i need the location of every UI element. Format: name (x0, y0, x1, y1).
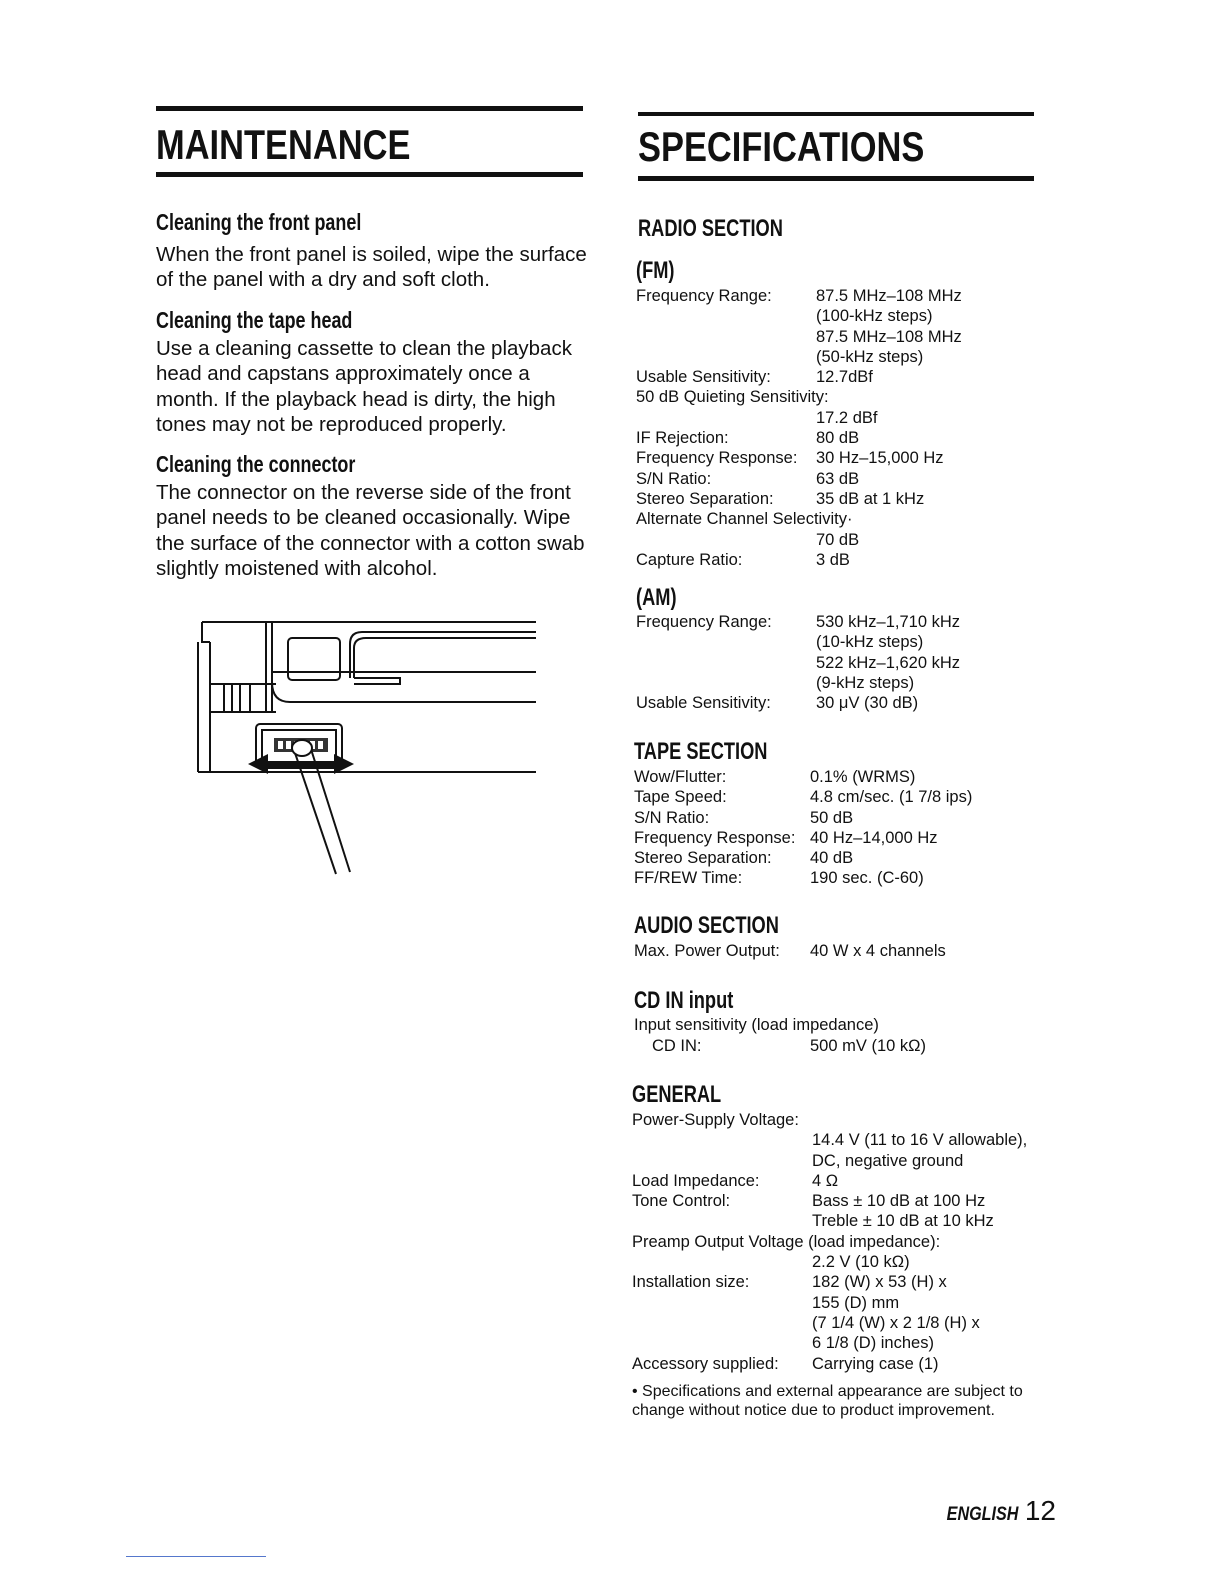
connector-cleaning-illustration (190, 612, 550, 882)
table-row: 6 1/8 (D) inches) (812, 1334, 934, 1353)
specifications-title: SPECIFICATIONS (638, 123, 925, 170)
table-row: Accessory supplied: Carrying case (1) (632, 1354, 939, 1373)
general-heading: GENERAL (632, 1081, 722, 1108)
table-row: Treble ± 10 dB at 10 kHz (812, 1212, 994, 1231)
table-row: Load Impedance: 4 Ω (632, 1171, 839, 1190)
table-row: Usable Sensitivity: 30 μV (30 dB) (636, 694, 919, 713)
fm-heading: (FM) (636, 257, 675, 284)
maintenance-top-rule (156, 106, 583, 111)
tape-section-heading: TAPE SECTION (634, 738, 768, 765)
heading-cleaning-front-panel: Cleaning the front panel (156, 209, 362, 235)
table-row: (7 1/4 (W) x 2 1/8 (H) x (812, 1313, 980, 1332)
page-footer (934, 1495, 1056, 1527)
audio-section-heading: AUDIO SECTION (634, 912, 779, 939)
bottom-link-underline (126, 1556, 266, 1557)
am-spec-table (636, 612, 1056, 713)
specifications-footnote: • Specifications and external appearance are subject to change without notice due to product improvement. (632, 1383, 1023, 1419)
table-row: IF Rejection: 80 dB (636, 429, 860, 448)
maintenance-bottom-rule (156, 172, 583, 177)
table-row: Frequency Response: 30 Hz–15,000 Hz (636, 449, 944, 468)
table-row: S/N Ratio: 50 dB (634, 808, 854, 827)
fm-spec-table (636, 286, 1056, 570)
table-row: 522 kHz–1,620 kHz (816, 653, 960, 672)
table-row: (100-kHz steps) (816, 307, 933, 326)
table-row: Capture Ratio: 3 dB (636, 550, 850, 569)
cdin-spec-table (652, 1036, 1072, 1056)
table-row: S/N Ratio: 63 dB (636, 469, 860, 488)
table-row: Preamp Output Voltage (load impedance): (632, 1232, 941, 1251)
footer-language: ENGLISH (947, 1504, 1019, 1525)
table-row: 2.2 V (10 kΩ) (812, 1253, 910, 1272)
table-row: Wow/Flutter: 0.1% (WRMS) (634, 768, 916, 786)
tape-spec-table (634, 767, 1054, 889)
table-row: Tone Control: Bass ± 10 dB at 100 Hz (632, 1192, 986, 1211)
table-row: Alternate Channel Selectivity· (636, 510, 853, 529)
table-row: FF/REW Time: 190 sec. (C-60) (634, 869, 924, 888)
specifications-top-rule (638, 112, 1034, 116)
text-cleaning-front-panel: When the front panel is soiled, wipe the surface of the panel with a dry and soft cloth. (156, 243, 587, 292)
table-row: Max. Power Output: 40 W x 4 channels (634, 942, 946, 960)
text-cleaning-tape-head: Use a cleaning cassette to clean the playback head and capstans approximately once a month. If the playback head is dirty, the high tones may not be reproduced properly. (156, 337, 572, 436)
table-row: DC, negative ground (812, 1151, 964, 1170)
table-row: Installation size: 182 (W) x 53 (H) x (632, 1273, 947, 1292)
table-row: (9-kHz steps) (816, 673, 915, 692)
table-row: Tape Speed: 4.8 cm/sec. (1 7/8 ips) (634, 788, 973, 807)
heading-cleaning-connector: Cleaning the connector (156, 451, 356, 477)
table-row: Frequency Range: 87.5 MHz–108 MHz (636, 287, 962, 305)
general-spec-table (632, 1110, 1052, 1374)
table-row: Frequency Response: 40 Hz–14,000 Hz (634, 828, 938, 847)
am-heading: (AM) (636, 584, 677, 611)
table-row: 155 (D) mm (812, 1293, 900, 1312)
specifications-bottom-rule (638, 176, 1034, 181)
cdin-subheading: Input sensitivity (load impedance) (634, 1016, 879, 1034)
cdin-heading: CD IN input (634, 987, 734, 1014)
text-cleaning-connector: The connector on the reverse side of the front panel needs to be cleaned occasionally. Wipe the surface of the connector with a cotton swab slightly moistened with alcohol. (156, 481, 585, 580)
table-row: (10-kHz steps) (816, 633, 924, 652)
table-row: 17.2 dBf (816, 408, 878, 427)
audio-spec-table (634, 941, 1054, 961)
table-row: 70 dB (816, 530, 860, 549)
maintenance-title: MAINTENANCE (156, 121, 411, 168)
table-row: Stereo Separation: 40 dB (634, 849, 854, 868)
table-row: (50-kHz steps) (816, 347, 924, 366)
table-row: Usable Sensitivity: 12.7dBf (636, 368, 873, 387)
table-row: Stereo Separation: 35 dB at 1 kHz (636, 489, 925, 508)
table-row: CD IN: 500 mV (10 kΩ) (652, 1037, 926, 1055)
table-row: Power-Supply Voltage: (632, 1111, 799, 1129)
page-number: 12 (1024, 1495, 1056, 1526)
radio-section-heading: RADIO SECTION (638, 215, 783, 242)
table-row: 50 dB Quieting Sensitivity: (636, 388, 829, 407)
table-row: 14.4 V (11 to 16 V allowable), (812, 1131, 1028, 1150)
table-row: 87.5 MHz–108 MHz (816, 327, 962, 346)
table-row: Frequency Range: 530 kHz–1,710 kHz (636, 613, 960, 631)
heading-cleaning-tape-head: Cleaning the tape head (156, 307, 353, 333)
